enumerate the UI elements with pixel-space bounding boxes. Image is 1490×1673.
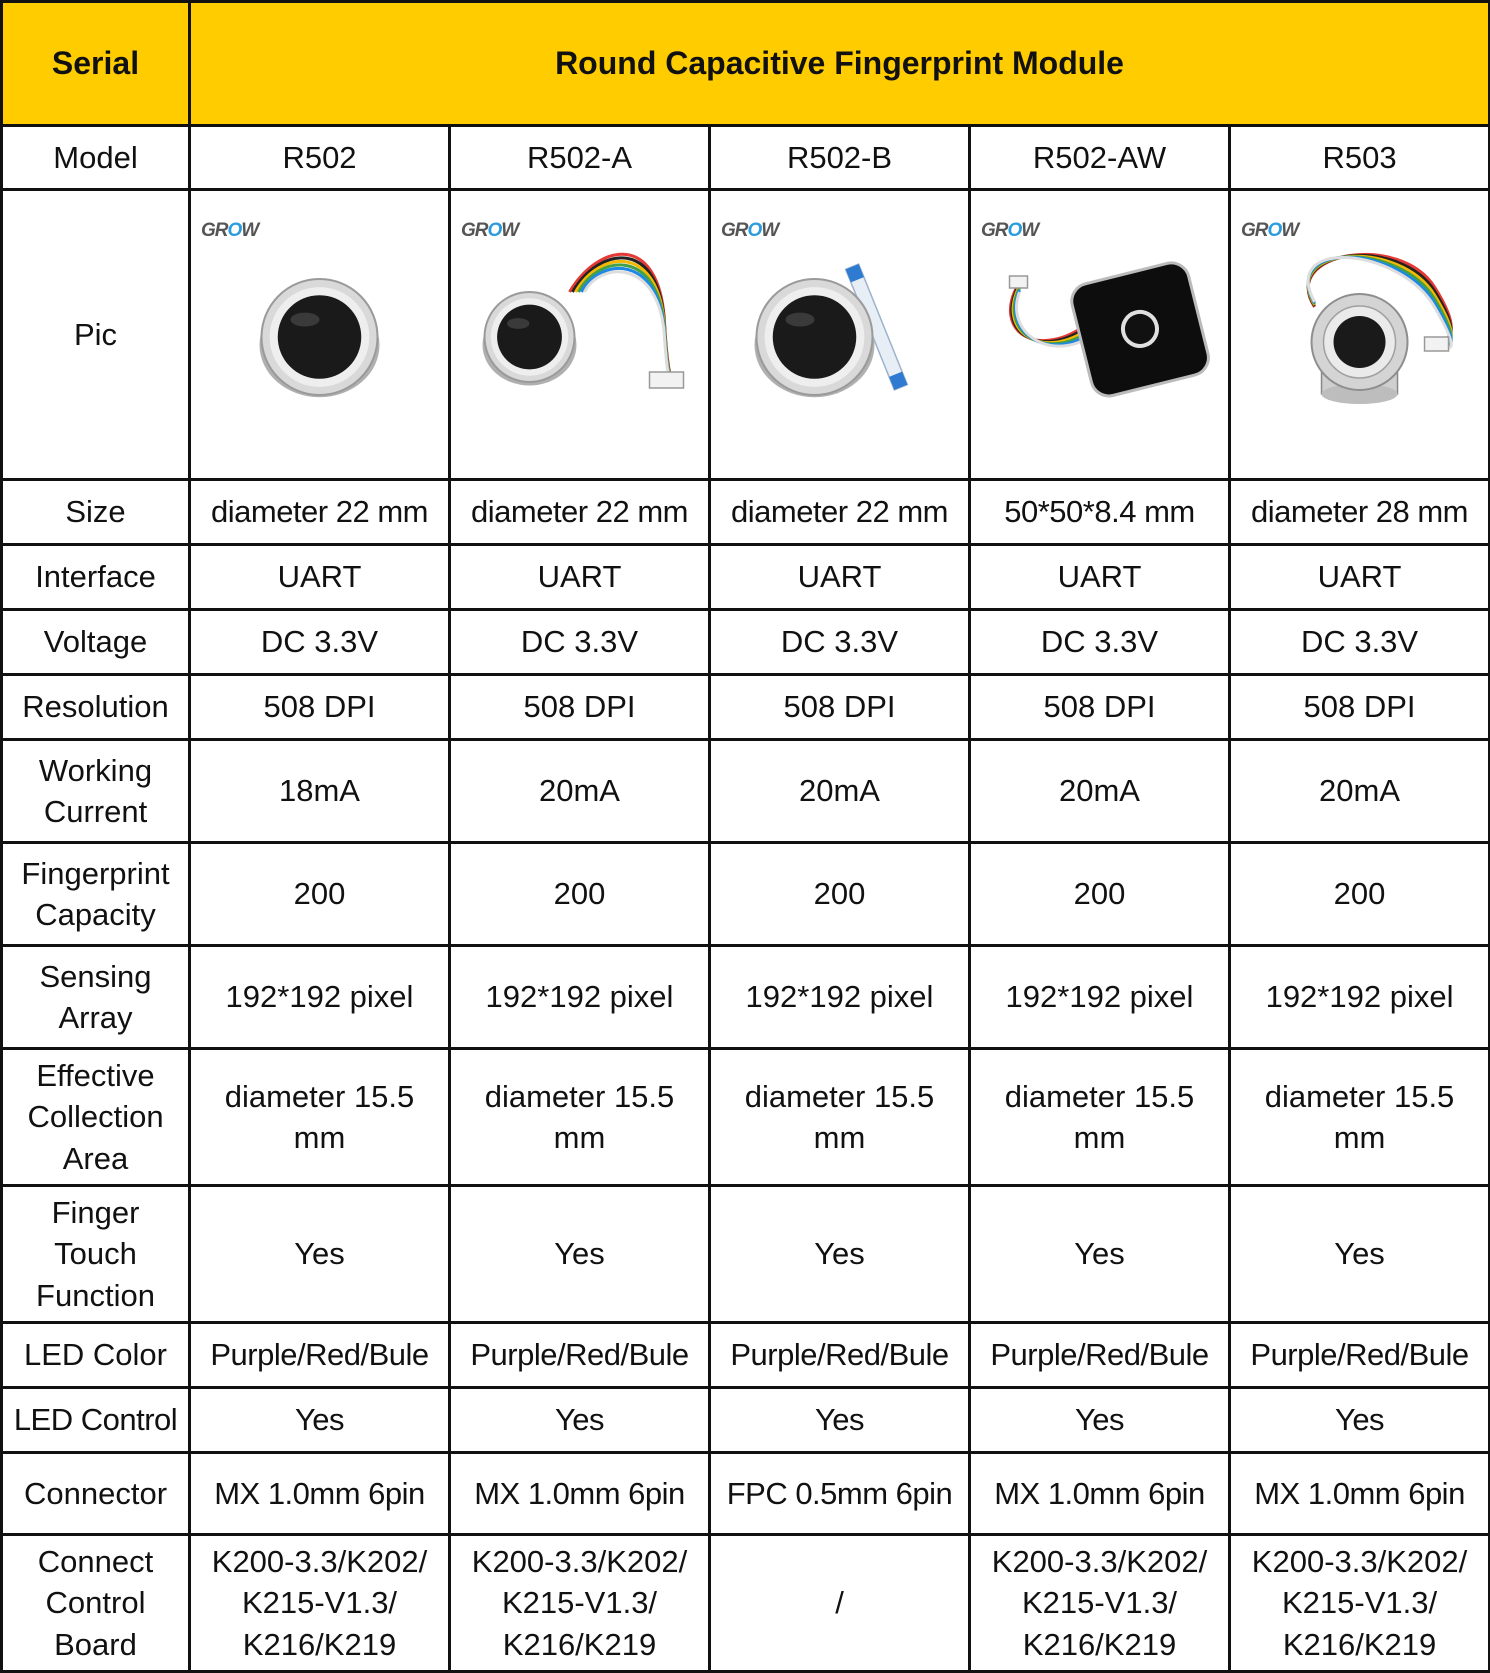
cell-led-color-r502-aw: Purple/Red/Bule (970, 1323, 1230, 1388)
cell-led-control-r502-aw: Yes (970, 1388, 1230, 1453)
cell-finger-touch-function-r502-a: Yes (450, 1186, 710, 1323)
grow-logo: GROW (201, 219, 259, 241)
table-row-led-control (2, 1388, 1490, 1453)
table-row-effective-collection-area (2, 1049, 1490, 1186)
row-label: LED Color (2, 1323, 190, 1388)
row-label: Pic (2, 190, 190, 480)
row-label: Connect Control Board (2, 1535, 190, 1672)
cell-led-control-r502-b: Yes (710, 1388, 970, 1453)
table-row-pic (2, 190, 1490, 480)
cell-finger-touch-function-r503: Yes (1230, 1186, 1490, 1323)
cell-size-r502-b: diameter 22 mm (710, 480, 970, 545)
table-title: Round Capacitive Fingerprint Module (190, 2, 1490, 126)
cell-connect-control-board-r502: K200-3.3/K202/ K215-V1.3/ K216/K219 (190, 1535, 450, 1672)
cell-fingerprint-capacity-r503: 200 (1230, 843, 1490, 946)
cell-led-color-r502-a: Purple/Red/Bule (450, 1323, 710, 1388)
cell-fingerprint-capacity-r502: 200 (190, 843, 450, 946)
table-row-voltage (2, 610, 1490, 675)
row-label: Fingerprint Capacity (2, 843, 190, 946)
cell-model-r503: R503 (1230, 126, 1490, 190)
cell-resolution-r502-b: 508 DPI (710, 675, 970, 740)
row-label: Finger Touch Function (2, 1186, 190, 1323)
cell-fingerprint-capacity-r502-aw: 200 (970, 843, 1230, 946)
cell-led-control-r502: Yes (190, 1388, 450, 1453)
row-label: Interface (2, 545, 190, 610)
cell-voltage-r502-b: DC 3.3V (710, 610, 970, 675)
cell-connect-control-board-r503: K200-3.3/K202/ K215-V1.3/ K216/K219 (1230, 1535, 1490, 1672)
cell-model-r502-b: R502-B (710, 126, 970, 190)
table-row-resolution (2, 675, 1490, 740)
cell-pic-r502-a (450, 190, 710, 480)
cell-connector-r502-aw: MX 1.0mm 6pin (970, 1453, 1230, 1535)
serial-header: Serial (2, 2, 190, 126)
cell-pic-r503 (1230, 190, 1490, 480)
round-sensor-with-cable-icon (451, 232, 708, 472)
table-row-model (2, 126, 1490, 190)
cell-pic-r502-b (710, 190, 970, 480)
cell-connect-control-board-r502-aw: K200-3.3/K202/ K215-V1.3/ K216/K219 (970, 1535, 1230, 1672)
round-sensor-with-fpc-icon (711, 232, 968, 472)
grow-logo: GROW (461, 219, 519, 241)
cell-finger-touch-function-r502-aw: Yes (970, 1186, 1230, 1323)
cell-working-current-r502-b: 20mA (710, 740, 970, 843)
cell-connector-r502-b: FPC 0.5mm 6pin (710, 1453, 970, 1535)
grow-logo: GROW (721, 219, 779, 241)
cell-effective-collection-area-r502-a: diameter 15.5 mm (450, 1049, 710, 1186)
cell-fingerprint-capacity-r502-a: 200 (450, 843, 710, 946)
cell-effective-collection-area-r503: diameter 15.5 mm (1230, 1049, 1490, 1186)
cell-finger-touch-function-r502: Yes (190, 1186, 450, 1323)
table-row-size (2, 480, 1490, 545)
cell-size-r502-aw: 50*50*8.4 mm (970, 480, 1230, 545)
cell-model-r502: R502 (190, 126, 450, 190)
cell-working-current-r502-a: 20mA (450, 740, 710, 843)
table-row-working-current (2, 740, 1490, 843)
cell-resolution-r502: 508 DPI (190, 675, 450, 740)
cell-voltage-r503: DC 3.3V (1230, 610, 1490, 675)
cell-resolution-r502-a: 508 DPI (450, 675, 710, 740)
product-photo (1231, 192, 1488, 478)
round-sensor-module-icon (191, 232, 448, 472)
cell-led-color-r502: Purple/Red/Bule (190, 1323, 450, 1388)
table-row-interface (2, 545, 1490, 610)
cell-led-color-r503: Purple/Red/Bule (1230, 1323, 1490, 1388)
cell-finger-touch-function-r502-b: Yes (710, 1186, 970, 1323)
cell-interface-r502: UART (190, 545, 450, 610)
product-photo (711, 192, 968, 478)
cell-fingerprint-capacity-r502-b: 200 (710, 843, 970, 946)
cell-sensing-array-r502-b: 192*192 pixel (710, 946, 970, 1049)
product-photo (971, 192, 1228, 478)
cell-model-r502-a: R502-A (450, 126, 710, 190)
cell-size-r502-a: diameter 22 mm (450, 480, 710, 545)
grow-logo: GROW (981, 219, 1039, 241)
metal-ring-sensor-with-cable-icon (1231, 232, 1488, 472)
cell-connector-r503: MX 1.0mm 6pin (1230, 1453, 1490, 1535)
header-row (2, 2, 1490, 126)
cell-model-r502-aw: R502-AW (970, 126, 1230, 190)
cell-size-r502: diameter 22 mm (190, 480, 450, 545)
cell-sensing-array-r502: 192*192 pixel (190, 946, 450, 1049)
product-photo (451, 192, 708, 478)
cell-working-current-r503: 20mA (1230, 740, 1490, 843)
cell-voltage-r502-aw: DC 3.3V (970, 610, 1230, 675)
row-label: Resolution (2, 675, 190, 740)
table-row-connect-control-board (2, 1535, 1490, 1672)
cell-interface-r502-b: UART (710, 545, 970, 610)
row-label: Working Current (2, 740, 190, 843)
table-row-connector (2, 1453, 1490, 1535)
row-label: Model (2, 126, 190, 190)
cell-sensing-array-r502-a: 192*192 pixel (450, 946, 710, 1049)
cell-voltage-r502-a: DC 3.3V (450, 610, 710, 675)
cell-connector-r502-a: MX 1.0mm 6pin (450, 1453, 710, 1535)
product-photo (191, 192, 448, 478)
cell-voltage-r502: DC 3.3V (190, 610, 450, 675)
cell-led-control-r503: Yes (1230, 1388, 1490, 1453)
row-label: Size (2, 480, 190, 545)
row-label: Sensing Array (2, 946, 190, 1049)
cell-connect-control-board-r502-a: K200-3.3/K202/ K215-V1.3/ K216/K219 (450, 1535, 710, 1672)
cell-connector-r502: MX 1.0mm 6pin (190, 1453, 450, 1535)
table-row-finger-touch-function (2, 1186, 1490, 1323)
cell-working-current-r502-aw: 20mA (970, 740, 1230, 843)
cell-sensing-array-r503: 192*192 pixel (1230, 946, 1490, 1049)
table-row-led-color (2, 1323, 1490, 1388)
grow-logo: GROW (1241, 219, 1299, 241)
square-sensor-with-cable-icon (971, 232, 1228, 472)
table-row-fingerprint-capacity (2, 843, 1490, 946)
cell-interface-r502-a: UART (450, 545, 710, 610)
cell-interface-r503: UART (1230, 545, 1490, 610)
cell-interface-r502-aw: UART (970, 545, 1230, 610)
cell-working-current-r502: 18mA (190, 740, 450, 843)
cell-pic-r502 (190, 190, 450, 480)
row-label: Effective Collection Area (2, 1049, 190, 1186)
cell-effective-collection-area-r502-aw: diameter 15.5 mm (970, 1049, 1230, 1186)
cell-sensing-array-r502-aw: 192*192 pixel (970, 946, 1230, 1049)
cell-size-r503: diameter 28 mm (1230, 480, 1490, 545)
row-label: Connector (2, 1453, 190, 1535)
cell-resolution-r503: 508 DPI (1230, 675, 1490, 740)
cell-led-color-r502-b: Purple/Red/Bule (710, 1323, 970, 1388)
row-label: LED Control (2, 1388, 190, 1453)
cell-connect-control-board-r502-b: / (710, 1535, 970, 1672)
table-row-sensing-array (2, 946, 1490, 1049)
cell-pic-r502-aw (970, 190, 1230, 480)
cell-led-control-r502-a: Yes (450, 1388, 710, 1453)
cell-effective-collection-area-r502: diameter 15.5 mm (190, 1049, 450, 1186)
row-label: Voltage (2, 610, 190, 675)
cell-effective-collection-area-r502-b: diameter 15.5 mm (710, 1049, 970, 1186)
cell-resolution-r502-aw: 508 DPI (970, 675, 1230, 740)
